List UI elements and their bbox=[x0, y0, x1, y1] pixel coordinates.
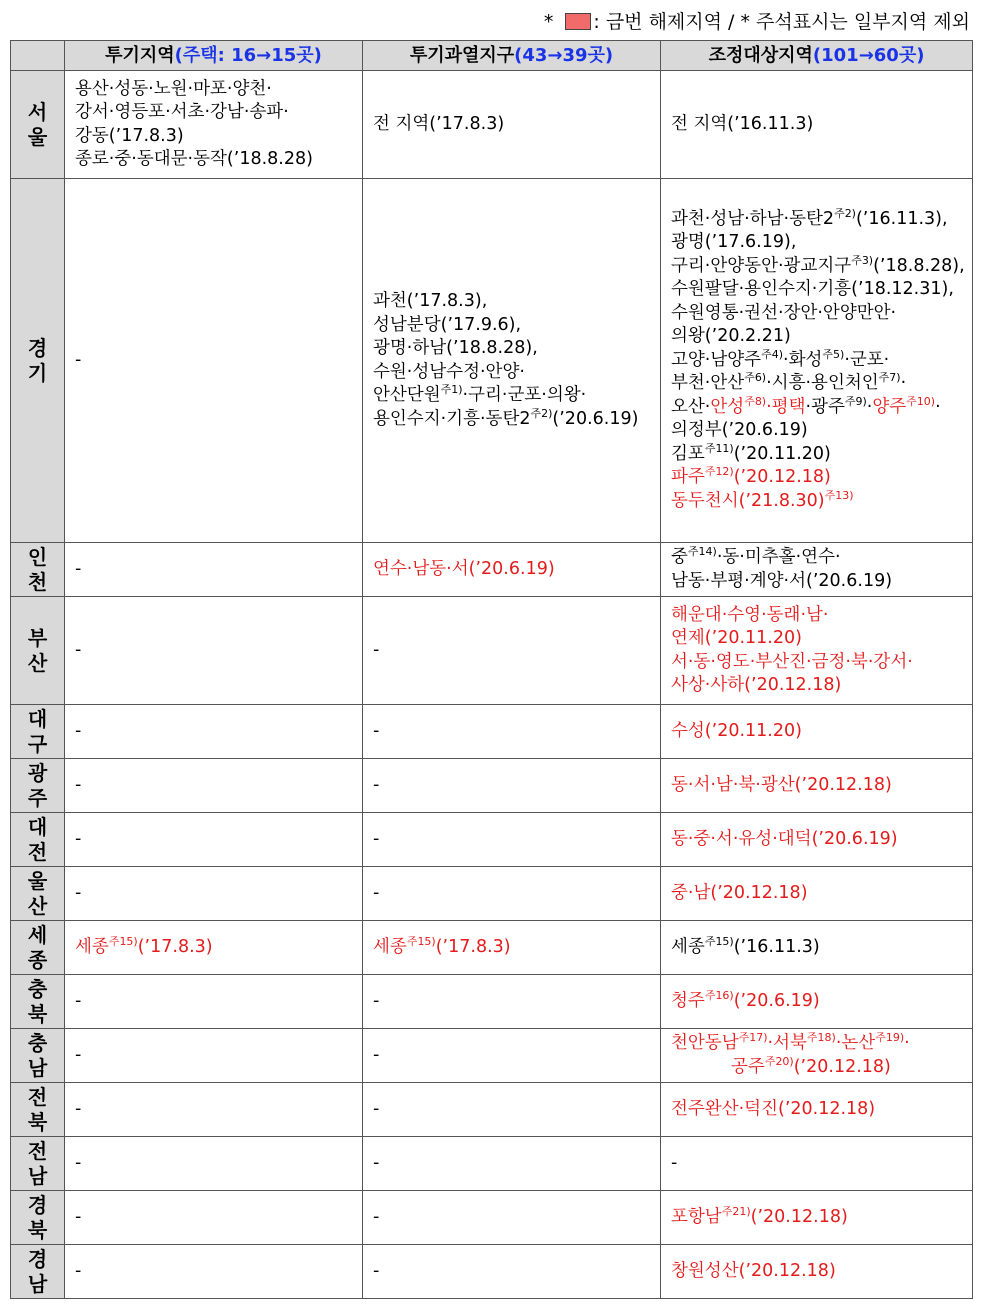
region-gwangju: 광 주 bbox=[11, 759, 65, 813]
gyeonggi-adjustment: 과천·성남·하남·동탄$2^{주2)}(’16.11.3)$, 광명(’17.6.19), 구리·안양동안·광교지구$^{주3)}$(’18.8.28), 수원팔달·용인수지·기흥(’18.12.31), 수원영통·권선·장안·안양만안· 의왕(’20.2.21) 고양·남양주$^{주4)}$·화성$^{주5)}$·군포· 부천·안산$^{주6)}$·시흥·용인처인$^{주7)}$· 오산·안성$^{주8)}$·평택·광주$^{주9)}$·양주$^{주10)}$· 의정부(’20.6.19) 김포$^{주11)}$(’20.11.20) 파주$^{주12)}$(’20.12.18) 동두천시(’21.8.30)$^{주13)}$ bbox=[661, 179, 973, 543]
region-incheon: 인 천 bbox=[11, 543, 65, 597]
gyeonggi-overheated: 과천(’17.8.3), 성남분당(’17.9.6), 광명·하남(’18.8.28), 수원·성남수정·안양· 안산단원$^{주1)}$·구리·군포·의왕· 용인수지·기흥·동탄$2^{주2)}(’20.6.19)$ bbox=[363, 179, 661, 543]
daegu-overheated: - bbox=[363, 705, 661, 759]
chungbuk-overheated: - bbox=[363, 975, 661, 1029]
incheon-overheated: 연수·남동·서(’20.6.19) bbox=[363, 543, 661, 597]
seoul-adjustment: 전 지역(’16.11.3) bbox=[661, 71, 973, 179]
daejeon-adjustment: 동·중·서·유성·대덕(’20.6.19) bbox=[661, 813, 973, 867]
header-overheated-count: (43→39곳) bbox=[514, 44, 614, 66]
gyeongnam-speculation: - bbox=[65, 1245, 363, 1299]
region-chungbuk: 충 북 bbox=[11, 975, 65, 1029]
header-row bbox=[11, 41, 973, 71]
chungnam-adjustment: 천안동남$^{주17)}$·서북$^{주18)}$·논산$^{주19)}$· 공주$^{주20)}$(’20.12.18) bbox=[661, 1029, 973, 1083]
row-gyeonggi bbox=[11, 179, 973, 543]
chungbuk-adjustment: 청주$^{주16)}$(’20.6.19) bbox=[661, 975, 973, 1029]
chungnam-speculation: - bbox=[65, 1029, 363, 1083]
region-gyeongnam: 경 남 bbox=[11, 1245, 65, 1299]
jeonnam-overheated: - bbox=[363, 1137, 661, 1191]
legend bbox=[544, 8, 970, 36]
gwangju-speculation: - bbox=[65, 759, 363, 813]
ulsan-overheated: - bbox=[363, 867, 661, 921]
busan-overheated: - bbox=[363, 597, 661, 705]
gyeongnam-overheated: - bbox=[363, 1245, 661, 1299]
daegu-speculation: - bbox=[65, 705, 363, 759]
row-gyeongnam bbox=[11, 1245, 973, 1299]
row-sejong bbox=[11, 921, 973, 975]
gwangju-overheated: - bbox=[363, 759, 661, 813]
chungnam-overheated: - bbox=[363, 1029, 661, 1083]
gwangju-adjustment: 동·서·남·북·광산(’20.12.18) bbox=[661, 759, 973, 813]
region-jeonnam: 전 남 bbox=[11, 1137, 65, 1191]
row-chungnam bbox=[11, 1029, 973, 1083]
jeonbuk-speculation: - bbox=[65, 1083, 363, 1137]
chungbuk-speculation: - bbox=[65, 975, 363, 1029]
row-busan bbox=[11, 597, 973, 705]
header-region bbox=[11, 41, 65, 71]
region-seoul: 서 울 bbox=[11, 71, 65, 179]
gyeongbuk-adjustment: 포항남$^{주21)}$(’20.12.18) bbox=[661, 1191, 973, 1245]
row-gyeongbuk bbox=[11, 1191, 973, 1245]
region-jeonbuk: 전 북 bbox=[11, 1083, 65, 1137]
header-adjustment-count: (101→60곳) bbox=[812, 44, 925, 66]
row-ulsan bbox=[11, 867, 973, 921]
busan-speculation: - bbox=[65, 597, 363, 705]
incheon-adjustment: 중$^{주14)}$·동·미추홀·연수· 남동·부평·계양·서(’20.6.19) bbox=[661, 543, 973, 597]
jeonnam-adjustment: - bbox=[661, 1137, 973, 1191]
row-jeonnam bbox=[11, 1137, 973, 1191]
legend-text: : 금번 해제지역 / * 주석표시는 일부지역 제외 bbox=[593, 11, 970, 33]
gyeongnam-adjustment: 창원성산(’20.12.18) bbox=[661, 1245, 973, 1299]
jeonnam-speculation: - bbox=[65, 1137, 363, 1191]
incheon-speculation: - bbox=[65, 543, 363, 597]
header-overheated-district: 투기과열지구(43→39곳) bbox=[363, 41, 661, 71]
region-busan: 부 산 bbox=[11, 597, 65, 705]
jeonbuk-overheated: - bbox=[363, 1083, 661, 1137]
region-daejeon: 대 전 bbox=[11, 813, 65, 867]
daejeon-speculation: - bbox=[65, 813, 363, 867]
region-chungnam: 충 남 bbox=[11, 1029, 65, 1083]
row-daejeon bbox=[11, 813, 973, 867]
ulsan-adjustment: 중·남(’20.12.18) bbox=[661, 867, 973, 921]
daejeon-overheated: - bbox=[363, 813, 661, 867]
region-ulsan: 울 산 bbox=[11, 867, 65, 921]
sejong-overheated: 세종$^{주15)}$(’17.8.3) bbox=[363, 921, 661, 975]
region-sejong: 세 종 bbox=[11, 921, 65, 975]
daegu-adjustment: 수성(’20.11.20) bbox=[661, 705, 973, 759]
jeonbuk-adjustment: 전주완산·덕진(’20.12.18) bbox=[661, 1083, 973, 1137]
sejong-speculation: 세종$^{주15)}$(’17.8.3) bbox=[65, 921, 363, 975]
released-area-swatch bbox=[565, 13, 591, 30]
row-gwangju bbox=[11, 759, 973, 813]
region-gyeonggi: 경 기 bbox=[11, 179, 65, 543]
region-daegu: 대 구 bbox=[11, 705, 65, 759]
legend-asterisk: * bbox=[543, 11, 560, 33]
sejong-adjustment: 세종$^{주15)}$(’16.11.3) bbox=[661, 921, 973, 975]
gyeongbuk-speculation: - bbox=[65, 1191, 363, 1245]
header-speculation-area: 투기지역(주택: 16→15곳) bbox=[65, 41, 363, 71]
region-gyeongbuk: 경 북 bbox=[11, 1191, 65, 1245]
row-seoul bbox=[11, 71, 973, 179]
ulsan-speculation: - bbox=[65, 867, 363, 921]
regulated-areas-table bbox=[10, 40, 973, 1299]
header-speculation-count: (주택: 16→15곳) bbox=[174, 44, 322, 66]
busan-adjustment: 해운대·수영·동래·남· 연제(’20.11.20) 서·동·영도·부산진·금정·북·강서· 사상·사하(’20.12.18) bbox=[661, 597, 973, 705]
row-chungbuk bbox=[11, 975, 973, 1029]
gyeongbuk-overheated: - bbox=[363, 1191, 661, 1245]
gyeonggi-speculation: - bbox=[65, 179, 363, 543]
row-incheon bbox=[11, 543, 973, 597]
header-adjustment-area: 조정대상지역(101→60곳) bbox=[661, 41, 973, 71]
row-jeonbuk bbox=[11, 1083, 973, 1137]
seoul-speculation: 용산·성동·노원·마포·양천· 강서·영등포·서초·강남·송파· 강동(’17.8.3) 종로·중·동대문·동작(’18.8.28) bbox=[65, 71, 363, 179]
row-daegu bbox=[11, 705, 973, 759]
seoul-overheated: 전 지역(’17.8.3) bbox=[363, 71, 661, 179]
